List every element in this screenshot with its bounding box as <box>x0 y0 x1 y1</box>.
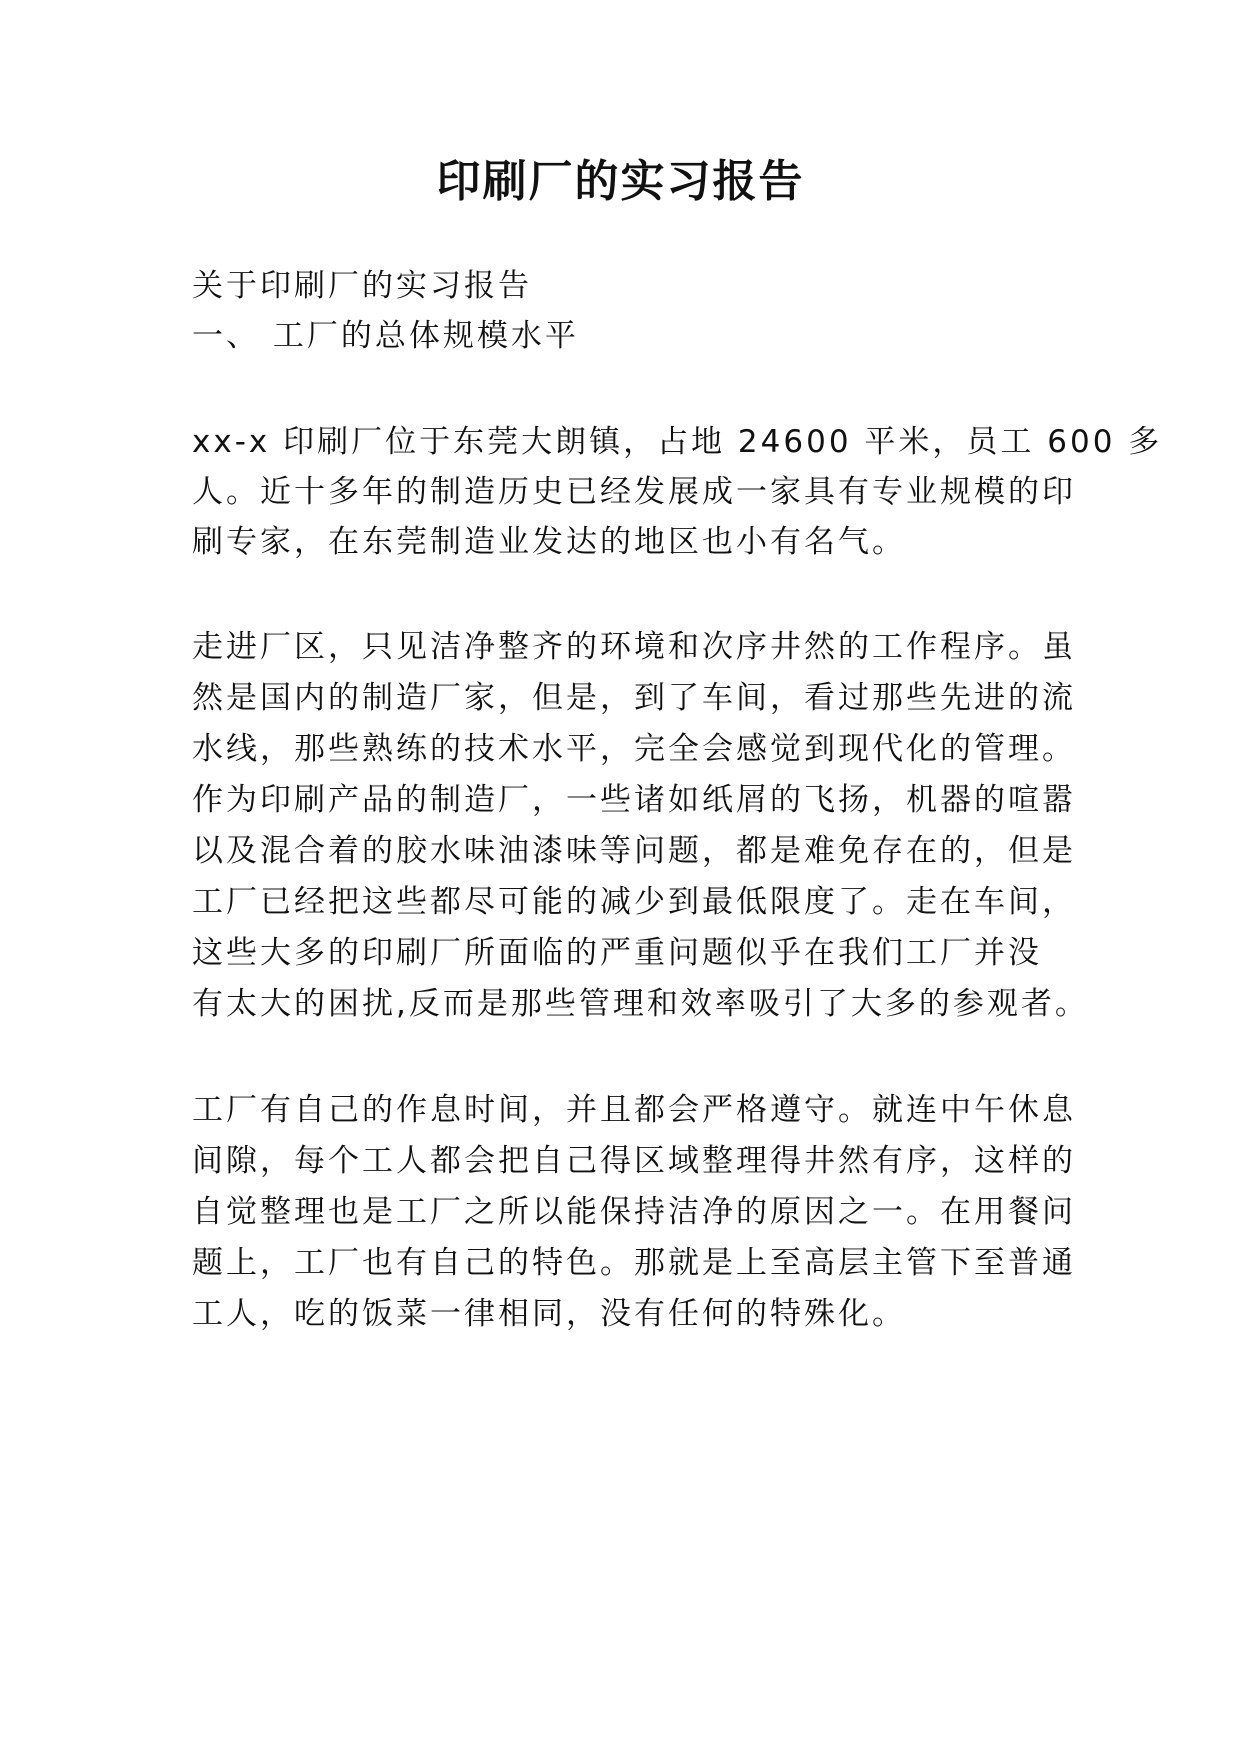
paragraph-line: 这些大多的印刷厂所面临的严重问题似乎在我们工厂并没 <box>192 935 1042 971</box>
paragraph-line: 有太大的困扰,反而是那些管理和效率吸引了大多的参观者。 <box>192 986 1089 1022</box>
paragraph-line: 走进厂区，只见洁净整齐的环境和次序井然的工作程序。虽 <box>192 629 1076 665</box>
paragraph-line: 工人，吃的饭菜一律相同，没有任何的特殊化。 <box>192 1296 906 1332</box>
paragraph-line: 人。近十多年的制造历史已经发展成一家具有专业规模的印 <box>192 474 1076 510</box>
paragraph-line: xx-x 印刷厂位于东莞大朗镇，占地 24600 平米，员工 600 多 <box>192 424 1163 460</box>
paragraph-line: 工厂有自己的作息时间，并且都会严格遵守。就连中午休息 <box>192 1092 1076 1128</box>
paragraph-line: 作为印刷产品的制造厂，一些诸如纸屑的飞扬，机器的喧嚣 <box>192 782 1076 818</box>
paragraph-line: 题上，工厂也有自己的特色。那就是上至高层主管下至普通 <box>192 1245 1076 1281</box>
paragraph-line: 以及混合着的胶水味油漆味等问题，都是难免存在的，但是 <box>192 833 1076 869</box>
document-title: 印刷厂的实习报告 <box>436 156 805 207</box>
paragraph-line: 水线，那些熟练的技术水平，完全会感觉到现代化的管理。 <box>192 731 1076 767</box>
paragraph-line: 工厂已经把这些都尽可能的减少到最低限度了。走在车间， <box>192 884 1076 920</box>
section-heading: 一、 工厂的总体规模水平 <box>192 318 579 354</box>
paragraph-line: 刷专家，在东莞制造业发达的地区也小有名气。 <box>192 524 906 560</box>
paragraph-line: 然是国内的制造厂家，但是，到了车间，看过那些先进的流 <box>192 680 1076 716</box>
document-subtitle: 关于印刷厂的实习报告 <box>192 268 532 304</box>
paragraph-line: 自觉整理也是工厂之所以能保持洁净的原因之一。在用餐问 <box>192 1194 1076 1230</box>
paragraph-line: 间隙，每个工人都会把自己得区域整理得井然有序，这样的 <box>192 1143 1076 1179</box>
